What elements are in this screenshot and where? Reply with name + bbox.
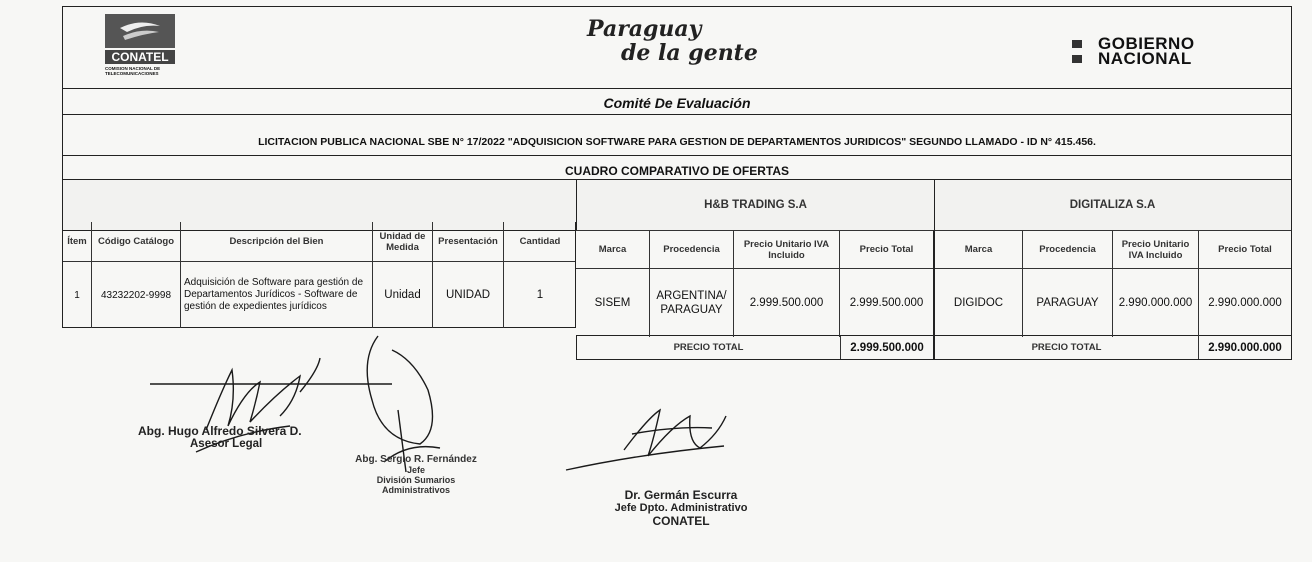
signatory-escurra [586, 488, 776, 528]
cell-codigo: 43232202-9998 [92, 262, 181, 328]
cell-unidad: Unidad [373, 262, 433, 328]
signatory-fernandez-role1: Jefe [406, 465, 425, 475]
total-value-b2: 2.990.000.000 [1208, 341, 1282, 354]
cell-b1-unitario: 2.999.500.000 [734, 269, 840, 337]
tender-title: LICITACION PUBLICA NACIONAL SBE N° 17/2022 "ADQUISICION SOFTWARE PARA GESTION DE DEPARTAMENTOS JURIDICOS" SEGUNDO LLAMADO - ID N° 415.456. [258, 136, 1096, 148]
signatory-silvera [138, 424, 378, 450]
total-label-b2: PRECIO TOTAL [935, 336, 1199, 359]
cell-b1-total: 2.999.500.000 [849, 297, 924, 309]
cell-cantidad: 1 [536, 289, 544, 301]
signatory-fernandez-name: Abg. Sergio R. Fernández [355, 454, 477, 465]
col-b1-total: Precio Total [859, 244, 914, 255]
conatel-logo [105, 14, 175, 78]
col-unidad: Unidad de Medida [373, 222, 433, 261]
signature-escurra [566, 410, 726, 470]
signatory-fernandez-role2: División Sumarios [376, 475, 456, 485]
table-row [935, 269, 1291, 337]
table-title: CUADRO COMPARATIVO DE OFERTAS [565, 164, 789, 178]
col-item: Ítem [63, 222, 92, 261]
col-codigo: Código Catálogo [92, 222, 181, 261]
signatory-fernandez [336, 454, 496, 495]
cell-b1-marca: SISEM [576, 269, 650, 337]
total-value-b1: 2.999.500.000 [850, 341, 924, 354]
total-label-b1: PRECIO TOTAL [577, 336, 841, 359]
col-b2-unitario: Precio Unitario IVA Incluido [1113, 231, 1199, 268]
bidder-digitaliza: DIGITALIZA S.A [1069, 198, 1156, 211]
col-cantidad: Cantidad [519, 236, 561, 247]
gobierno-logo-line1: GOBIERNO [1098, 34, 1195, 53]
col-b2-total: Precio Total [1218, 244, 1272, 255]
cell-presentacion: UNIDAD [433, 262, 504, 328]
conatel-logo-text: CONATEL [105, 50, 175, 64]
col-b1-procedencia: Procedencia [650, 231, 734, 268]
gobierno-nacional-logo [1072, 34, 1242, 72]
col-b2-procedencia: Procedencia [1023, 231, 1113, 268]
cell-descripcion: Adquisición de Software para gestión de Departamentos Jurídicos - Software de gestión de expedientes jurídicos [181, 262, 373, 328]
signatory-silvera-name: Abg. Hugo Alfredo Silvera D. [138, 424, 302, 438]
gobierno-logo-line2: NACIONAL [1098, 49, 1192, 68]
committee-heading: Comité De Evaluación [603, 95, 751, 111]
table-row [63, 262, 575, 328]
cell-b2-unitario: 2.990.000.000 [1113, 269, 1199, 337]
bidder-digitaliza-offer [934, 230, 1292, 336]
cell-item: 1 [63, 262, 92, 328]
cell-b2-total: 2.990.000.000 [1208, 297, 1282, 309]
signatory-silvera-role: Asesor Legal [190, 438, 263, 450]
col-presentacion: Presentación [433, 222, 504, 261]
col-b1-marca: Marca [576, 231, 650, 268]
col-b2-marca: Marca [935, 231, 1023, 268]
bidder-hb-offer [576, 230, 934, 336]
signatory-escurra-name: Dr. Germán Escurra [624, 488, 738, 502]
col-descripcion: Descripción del Bien [181, 222, 373, 261]
table-row [576, 269, 933, 337]
cell-b2-marca: DIGIDOC [935, 269, 1023, 337]
cell-b1-procedencia: ARGENTINA/ PARAGUAY [650, 269, 734, 337]
conatel-swoosh-icon [117, 20, 163, 42]
paraguay-logo-line1: Paraguay [587, 16, 702, 42]
item-table-left [62, 222, 576, 328]
cell-b2-procedencia: PARAGUAY [1023, 269, 1113, 337]
signature-fernandez [367, 336, 440, 472]
signatory-fernandez-role3: Administrativos [381, 485, 450, 495]
conatel-logo-subtitle: COMISION NACIONAL DE TELECOMUNICACIONES [105, 66, 161, 76]
col-b1-unitario: Precio Unitario IVA Incluido [734, 231, 840, 268]
paraguay-de-la-gente-logo [585, 16, 775, 76]
paraguay-logo-line2: de la gente [621, 40, 758, 66]
signatory-escurra-role1: Jefe Dpto. Administrativo [614, 502, 748, 514]
signatory-escurra-role2: CONATEL [652, 514, 710, 528]
bidder-hb-trading: H&B TRADING S.A [577, 180, 935, 230]
